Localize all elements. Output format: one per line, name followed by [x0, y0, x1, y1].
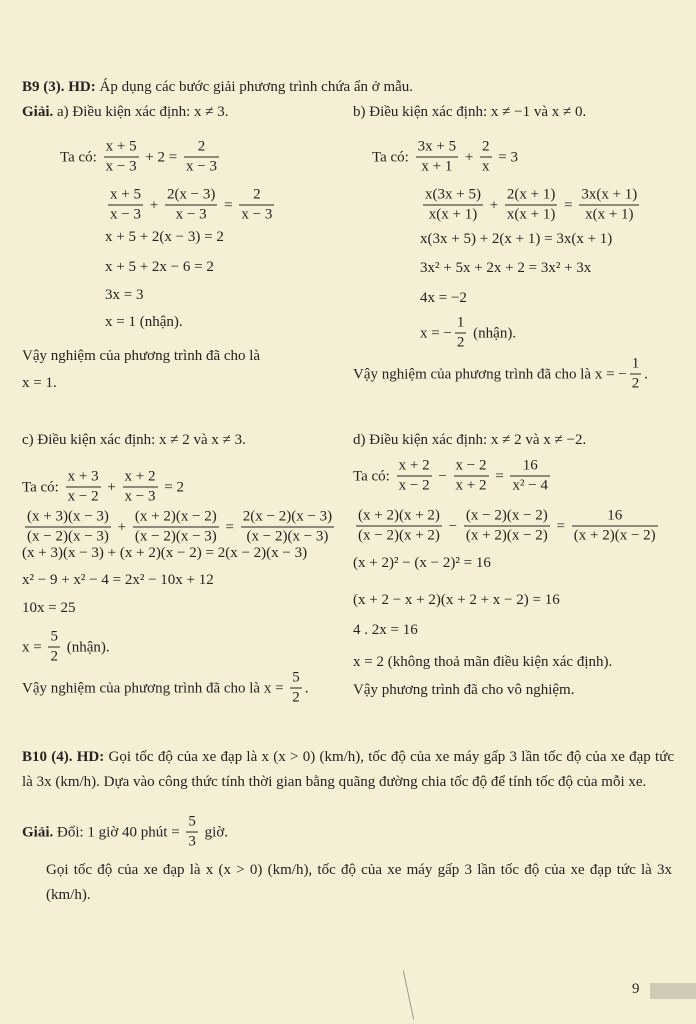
a-step-5 — [105, 286, 143, 304]
bold-label: Giải. — [22, 104, 54, 120]
numerator: 2(x + 1) — [506, 186, 556, 203]
b-step-4 — [420, 259, 591, 277]
numerator: 2(x − 2)(x − 3) — [242, 508, 333, 525]
text: + — [485, 197, 502, 213]
text: Đổi: 1 giờ 40 phút = — [53, 824, 184, 840]
denominator: 3 — [188, 833, 196, 850]
fraction — [25, 509, 111, 546]
numerator: x(3x + 5) — [425, 186, 481, 203]
text: (x + 3)(x − 3) + (x + 2)(x − 2) = 2(x − 2)(x − 3) — [22, 545, 308, 561]
numerator: 2 — [482, 138, 490, 155]
c-step-3 — [22, 544, 307, 562]
a-conclusion-value — [22, 374, 57, 392]
denominator: 2 — [292, 689, 300, 706]
numerator: 2 — [253, 186, 261, 203]
a-step-4 — [105, 258, 214, 276]
denominator: x — [482, 158, 490, 175]
denominator: x − 3 — [105, 158, 137, 175]
text: Vậy nghiệm của phương trình đã cho là x = − — [353, 366, 627, 382]
numerator: x + 2 — [124, 468, 156, 485]
denominator: x(x + 1) — [423, 205, 483, 224]
a-result — [105, 313, 183, 331]
text: = 2 — [160, 479, 184, 495]
text: a) Điều kiện xác định: x ≠ 3. — [53, 104, 229, 120]
denominator: x + 2 — [455, 477, 487, 494]
page-number-bar — [650, 983, 696, 999]
page-number: 9 — [632, 981, 640, 997]
b9-heading — [22, 78, 413, 96]
fraction — [630, 356, 642, 393]
text: x = — [22, 639, 46, 655]
d-conclusion — [353, 681, 574, 699]
d-condition — [353, 431, 586, 449]
denominator: 2 — [631, 375, 640, 392]
numerator: 16 — [522, 457, 538, 474]
text: = — [220, 197, 237, 213]
numerator: x + 5 — [110, 186, 141, 203]
denominator: x − 3 — [241, 206, 273, 223]
text: + — [461, 149, 478, 165]
denominator: (x + 2)(x − 2) — [465, 527, 548, 544]
c-step-4 — [22, 571, 214, 589]
fraction — [505, 187, 557, 224]
denominator: x − 3 — [165, 205, 217, 224]
fraction — [104, 139, 139, 176]
b-step-5 — [420, 289, 467, 307]
text: = 3 — [494, 149, 519, 165]
numerator: 1 — [456, 314, 465, 331]
text: x + 5 + 2(x − 3) = 2 — [105, 229, 224, 245]
text: Gọi tốc độ của xe đạp là x (x > 0) (km/h), tốc độ của xe máy gấp 3 lần tốc độ của xe đạp tức là 3x (km/h). Dựa vào công thức tính thời gian bằng quãng đường chia tốc độ để tính tốc độ của mỗi xe. — [22, 749, 678, 790]
text: 3x = 3 — [105, 287, 144, 303]
bold-label: B10 (4). HD: — [22, 749, 105, 765]
text: . — [304, 680, 309, 696]
d-step-2 — [353, 508, 661, 545]
fraction — [423, 187, 483, 224]
b-step-3 — [420, 230, 612, 248]
d-step-1 — [353, 458, 553, 495]
solution-b-condition — [353, 103, 586, 121]
text: = — [552, 518, 569, 534]
text: Ta có: — [353, 468, 394, 484]
b10-solution-setup — [46, 858, 676, 908]
denominator: (x − 2)(x − 3) — [134, 528, 217, 545]
bold-label: Giải. — [22, 824, 54, 840]
denominator: x(x + 1) — [506, 206, 556, 223]
text: giờ. — [200, 824, 229, 840]
fraction — [416, 139, 458, 176]
text: 4x = −2 — [420, 290, 467, 306]
text: x = 1 (nhận). — [105, 314, 183, 330]
denominator: x + 1 — [416, 157, 458, 176]
text: d) Điều kiện xác định: x ≠ 2 và x ≠ −2. — [353, 432, 587, 448]
text: x(3x + 5) + 2(x + 1) = 3x(x + 1) — [420, 231, 613, 247]
b-step-2 — [420, 187, 642, 224]
fraction — [66, 469, 101, 506]
numerator: 2(x − 3) — [166, 186, 216, 203]
text: (x + 2)² − (x − 2)² = 16 — [353, 555, 491, 571]
fraction — [480, 139, 492, 176]
text: = — [491, 468, 508, 484]
fraction — [356, 508, 442, 545]
text: x = − — [420, 325, 452, 341]
denominator: 2 — [456, 334, 465, 351]
text: Ta có: — [22, 479, 63, 495]
text: Vậy nghiệm của phương trình đã cho là — [22, 348, 261, 364]
numerator: (x + 3)(x − 3) — [27, 508, 109, 525]
fraction — [510, 458, 549, 495]
text: Áp dụng các bước giải phương trình chứa ẩn ở mẫu. — [95, 79, 414, 95]
bold-label: B9 (3). HD: — [22, 79, 96, 95]
text: (nhận). — [62, 639, 110, 655]
a-step-1 — [60, 139, 222, 176]
text: − — [444, 518, 461, 534]
c-condition — [22, 431, 246, 449]
numerator: x + 5 — [105, 138, 137, 155]
numerator: x + 3 — [67, 468, 99, 485]
text: − — [434, 468, 451, 484]
fraction — [290, 670, 302, 707]
d-result — [353, 653, 612, 671]
text: + 2 = — [141, 149, 181, 165]
text: = — [560, 197, 577, 213]
c-step-2 — [22, 509, 337, 546]
denominator: x − 3 — [124, 488, 156, 505]
fraction — [455, 315, 467, 352]
denominator: x − 2 — [398, 477, 430, 494]
b-step-1 — [372, 139, 518, 176]
text: 3x² + 5x + 2x + 2 = 3x² + 3x — [420, 260, 592, 276]
fraction — [397, 458, 432, 495]
c-conclusion — [22, 670, 309, 707]
numerator: 1 — [631, 355, 640, 372]
numerator: 5 — [292, 669, 300, 686]
text: x = 2 (không thoả mãn điều kiện xác định). — [353, 654, 613, 670]
numerator: 3x(x + 1) — [581, 186, 638, 203]
fraction — [184, 139, 219, 176]
numerator: (x + 2)(x − 2) — [134, 508, 217, 525]
fraction — [454, 458, 489, 495]
numerator: (x − 2)(x − 2) — [465, 507, 548, 524]
text: 10x = 25 — [22, 600, 76, 616]
text: . — [644, 366, 648, 382]
fraction — [186, 814, 198, 851]
text: x = 1. — [22, 375, 57, 391]
b-conclusion — [353, 356, 648, 393]
text: = — [221, 519, 238, 535]
numerator: 3x + 5 — [417, 138, 457, 155]
text: + — [103, 479, 120, 495]
text: x² − 9 + x² − 4 = 2x² − 10x + 12 — [22, 572, 214, 588]
fraction — [165, 187, 217, 224]
denominator: x² − 4 — [512, 477, 548, 494]
fraction — [123, 469, 158, 506]
scan-artifact-line — [403, 970, 414, 1019]
numerator: x − 2 — [455, 457, 487, 474]
text: 4 . 2x = 16 — [353, 622, 418, 638]
numerator: 16 — [607, 507, 623, 524]
denominator: (x − 2)(x − 3) — [27, 528, 109, 545]
text: c) Điều kiện xác định: x ≠ 2 và x ≠ 3. — [22, 432, 246, 448]
denominator: x − 3 — [110, 206, 141, 223]
d-step-5 — [353, 621, 418, 639]
fraction — [241, 509, 334, 546]
a-conclusion — [22, 347, 260, 365]
fraction — [464, 508, 550, 545]
text: x + 5 + 2x − 6 = 2 — [105, 259, 214, 275]
fraction — [239, 187, 274, 224]
denominator: (x + 2)(x − 2) — [573, 527, 656, 544]
fraction — [579, 187, 639, 224]
fraction — [48, 629, 60, 666]
text: (x + 2 − x + 2)(x + 2 + x − 2) = 16 — [353, 592, 560, 608]
numerator: x + 2 — [398, 457, 430, 474]
text: (nhận). — [469, 325, 517, 341]
denominator: x − 2 — [67, 488, 99, 505]
text: Ta có: — [60, 149, 101, 165]
text: + — [145, 197, 162, 213]
denominator: 2 — [50, 648, 58, 665]
solution-a-condition — [22, 103, 229, 121]
numerator: 5 — [50, 628, 58, 645]
text: + — [113, 519, 130, 535]
text: Gọi tốc độ của xe đạp là x (x > 0) (km/h), tốc độ của xe máy gấp 3 lần tốc độ của xe đạp tức là 3x (km/h). — [46, 862, 676, 903]
numerator: 5 — [188, 813, 196, 830]
fraction — [108, 187, 143, 224]
a-step-3 — [105, 228, 224, 246]
b-result — [420, 315, 516, 352]
d-step-3 — [353, 554, 491, 572]
text: Ta có: — [372, 149, 413, 165]
denominator: x − 3 — [186, 158, 217, 175]
text: b) Điều kiện xác định: x ≠ −1 và x ≠ 0. — [353, 104, 587, 120]
numerator: (x + 2)(x + 2) — [358, 507, 440, 524]
fraction — [133, 509, 219, 546]
denominator: (x − 2)(x + 2) — [358, 527, 440, 544]
c-result — [22, 629, 110, 666]
text: Vậy phương trình đã cho vô nghiệm. — [353, 682, 575, 698]
denominator: (x − 2)(x − 3) — [241, 527, 334, 546]
c-step-1 — [22, 469, 184, 506]
d-step-4 — [353, 591, 560, 609]
denominator: x(x + 1) — [579, 205, 639, 224]
fraction — [572, 508, 658, 545]
text: Vậy nghiệm của phương trình đã cho là x = — [22, 680, 288, 696]
a-step-2 — [105, 187, 277, 224]
b10-solution-conversion — [22, 814, 228, 851]
c-step-5 — [22, 599, 75, 617]
b10-hint — [22, 745, 678, 795]
numerator: 2 — [197, 138, 206, 155]
